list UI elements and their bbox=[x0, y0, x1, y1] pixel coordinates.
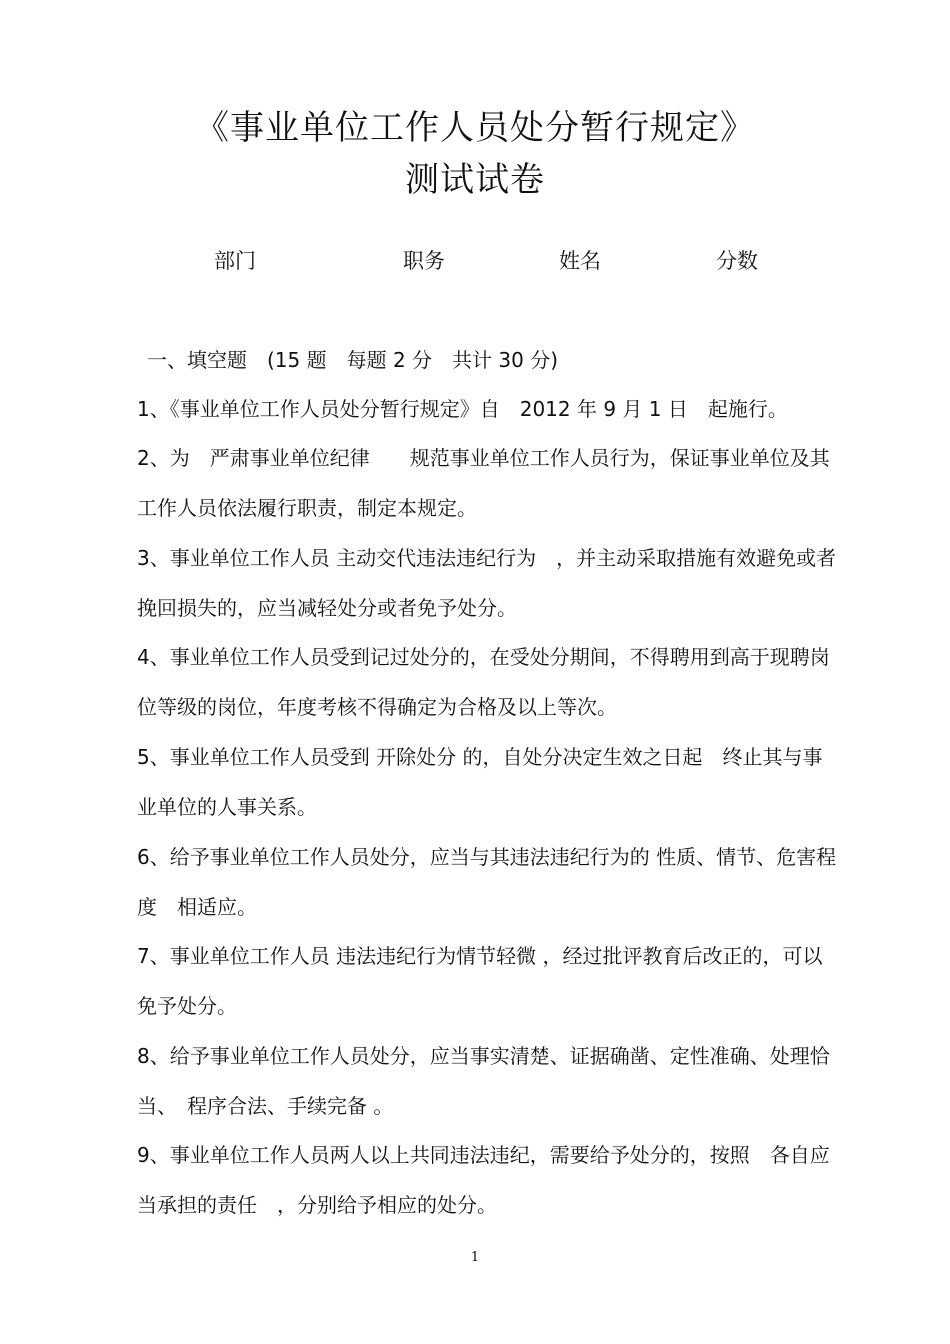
page-number: 1 bbox=[470, 1250, 480, 1265]
document-title: 《事业单位工作人员处分暂行规定》 bbox=[195, 108, 755, 148]
section-heading: 一、填空题 (15 题 每题 2 分 共计 30 分) bbox=[147, 348, 559, 372]
document-subtitle: 测试试卷 bbox=[405, 160, 545, 200]
question-1: 1、《事业单位工作人员处分暂行规定》自 2012 年 9 月 1 日 起施行。 bbox=[137, 397, 788, 421]
question-5: 5、事业单位工作人员受到 开除处分 的，自处分决定生效之日起 终止其与事业单位的人事关系。 bbox=[137, 745, 823, 819]
field-score: 分数 bbox=[716, 249, 758, 273]
field-department: 部门 bbox=[214, 249, 256, 273]
question-6: 6、给予事业单位工作人员处分，应当与其违法违纪行为的 性质、情节、危害程度 相适应。 bbox=[137, 845, 837, 919]
field-position: 职务 bbox=[403, 249, 445, 273]
question-3: 3、事业单位工作人员 主动交代违法违纪行为 ，并主动采取措施有效避免或者挽回损失的，应当减轻处分或者免予处分。 bbox=[137, 546, 837, 620]
question-4: 4、事业单位工作人员受到记过处分的，在受处分期间，不得聘用到高于现聘岗位等级的岗位，年度考核不得确定为合格及以上等次。 bbox=[137, 645, 830, 719]
question-9: 9、事业单位工作人员两人以上共同违法违纪，需要给予处分的，按照 各自应当承担的责任 ，分别给予相应的处分。 bbox=[137, 1143, 830, 1217]
question-2: 2、为 严肃事业单位纪律 规范事业单位工作人员行为，保证事业单位及其工作人员依法履行职责，制定本规定。 bbox=[137, 446, 830, 520]
question-7: 7、事业单位工作人员 违法违纪行为情节轻微 ，经过批评教育后改正的，可以免予处分。 bbox=[137, 944, 823, 1018]
question-8: 8、给予事业单位工作人员处分，应当事实清楚、证据确凿、定性准确、处理恰当、 程序合法、手续完备 。 bbox=[137, 1044, 830, 1118]
field-name: 姓名 bbox=[559, 249, 601, 273]
